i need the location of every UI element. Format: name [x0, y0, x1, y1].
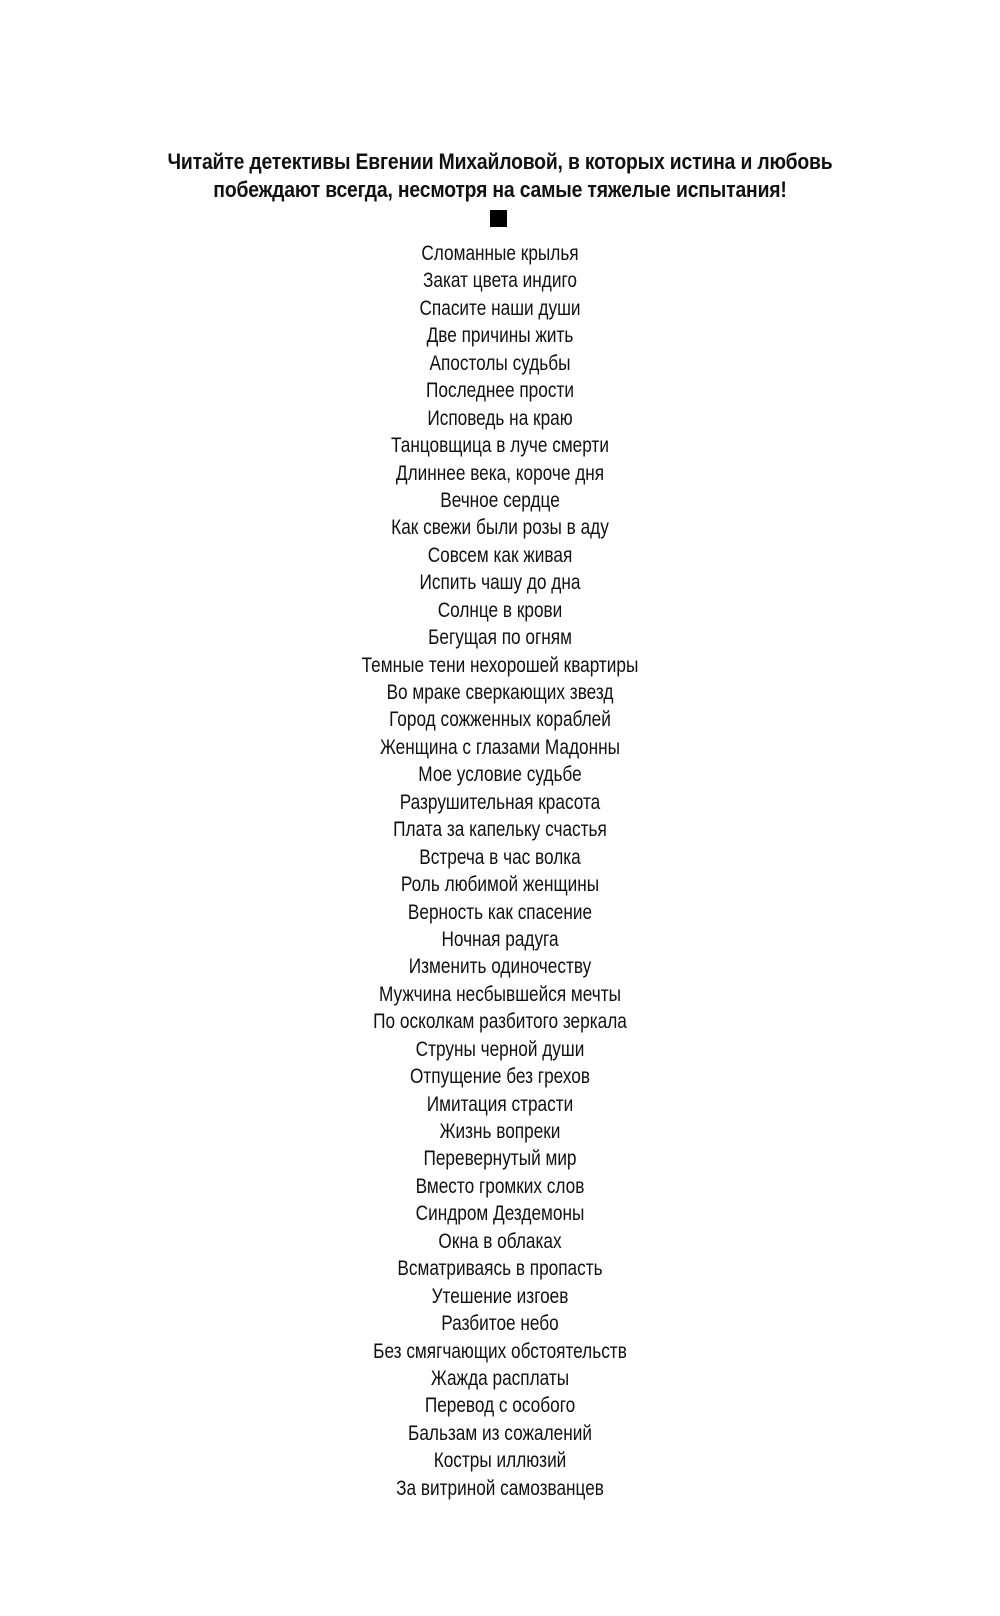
- book-title: Жизнь вопреки: [439, 1120, 561, 1143]
- book-title: Совсем как живая: [427, 543, 573, 567]
- book-title: Танцовщица в луче смерти: [391, 434, 609, 458]
- book-title: Как свежи были розы в аду: [391, 516, 609, 540]
- book-title: Перевод с особого: [424, 1394, 576, 1418]
- book-title: Роль любимой женщины: [400, 873, 600, 897]
- heading-line-2: побеждают всегда, несмотря на самые тяжелые испытания!: [213, 177, 787, 202]
- book-title: Мое условие судьбе: [418, 763, 582, 787]
- heading-line-1: Читайте детективы Евгении Михайловой, в которых истина и любовь: [167, 149, 833, 174]
- book-title: Перевернутый мир: [423, 1147, 577, 1171]
- book-title: Утешение изгоев: [431, 1284, 569, 1308]
- book-title: Без смягчающих обстоятельств: [373, 1339, 627, 1363]
- book-title: Закат цвета индиго: [423, 269, 577, 293]
- book-title: Две причины жить: [426, 324, 574, 348]
- book-title: Темные тени нехорошей квартиры: [361, 653, 639, 677]
- book-title: Город сожженных кораблей: [389, 708, 611, 732]
- page-heading: [156, 148, 844, 204]
- book-title: Бальзам из сожалений: [408, 1421, 592, 1445]
- book-title: Последнее прости: [426, 379, 574, 403]
- book-title: Солнце в крови: [437, 598, 563, 622]
- book-title: Отпущение без грехов: [409, 1065, 590, 1089]
- book-title: Костры иллюзий: [433, 1449, 567, 1473]
- book-title: Плата за капельку счастья: [393, 818, 607, 842]
- book-titles-list: [200, 240, 800, 1502]
- book-title: Апостолы судьбы: [429, 351, 571, 375]
- book-title: Разрушительная красота: [399, 790, 601, 814]
- book-title: Разбитое небо: [441, 1312, 559, 1336]
- book-title: Сломанные крылья: [421, 242, 579, 265]
- book-title: Всматриваясь в пропасть: [397, 1257, 603, 1281]
- book-title: Во мраке сверкающих звезд: [386, 681, 614, 704]
- book-title: Имитация страсти: [426, 1092, 574, 1116]
- book-title: Вместо громких слов: [415, 1174, 585, 1198]
- book-title: Исповедь на краю: [427, 406, 573, 430]
- book-title: Ночная радуга: [441, 927, 559, 951]
- book-title: Верность как спасение: [407, 900, 593, 924]
- book-title: Спасите наши души: [419, 296, 581, 320]
- book-title: Мужчина несбывшейся мечты: [378, 982, 622, 1006]
- book-title: По осколкам разбитого зеркала: [373, 1010, 627, 1034]
- book-title: Испить чашу до дна: [419, 571, 581, 595]
- book-title: Длиннее века, короче дня: [395, 461, 605, 485]
- book-title: Изменить одиночеству: [408, 955, 592, 979]
- book-title: Встреча в час волка: [419, 845, 581, 869]
- book-title: Окна в облаках: [438, 1229, 562, 1253]
- book-title: Бегущая по огням: [428, 626, 572, 650]
- book-title: Синдром Дездемоны: [415, 1202, 585, 1226]
- book-title: Женщина с глазами Мадонны: [379, 735, 621, 759]
- book-title: Жажда расплаты: [430, 1366, 570, 1390]
- book-title: Струны черной души: [415, 1037, 585, 1061]
- separator-square: [490, 210, 507, 227]
- book-title: За витриной самозванцев: [396, 1476, 604, 1500]
- book-title: Вечное сердце: [440, 488, 560, 512]
